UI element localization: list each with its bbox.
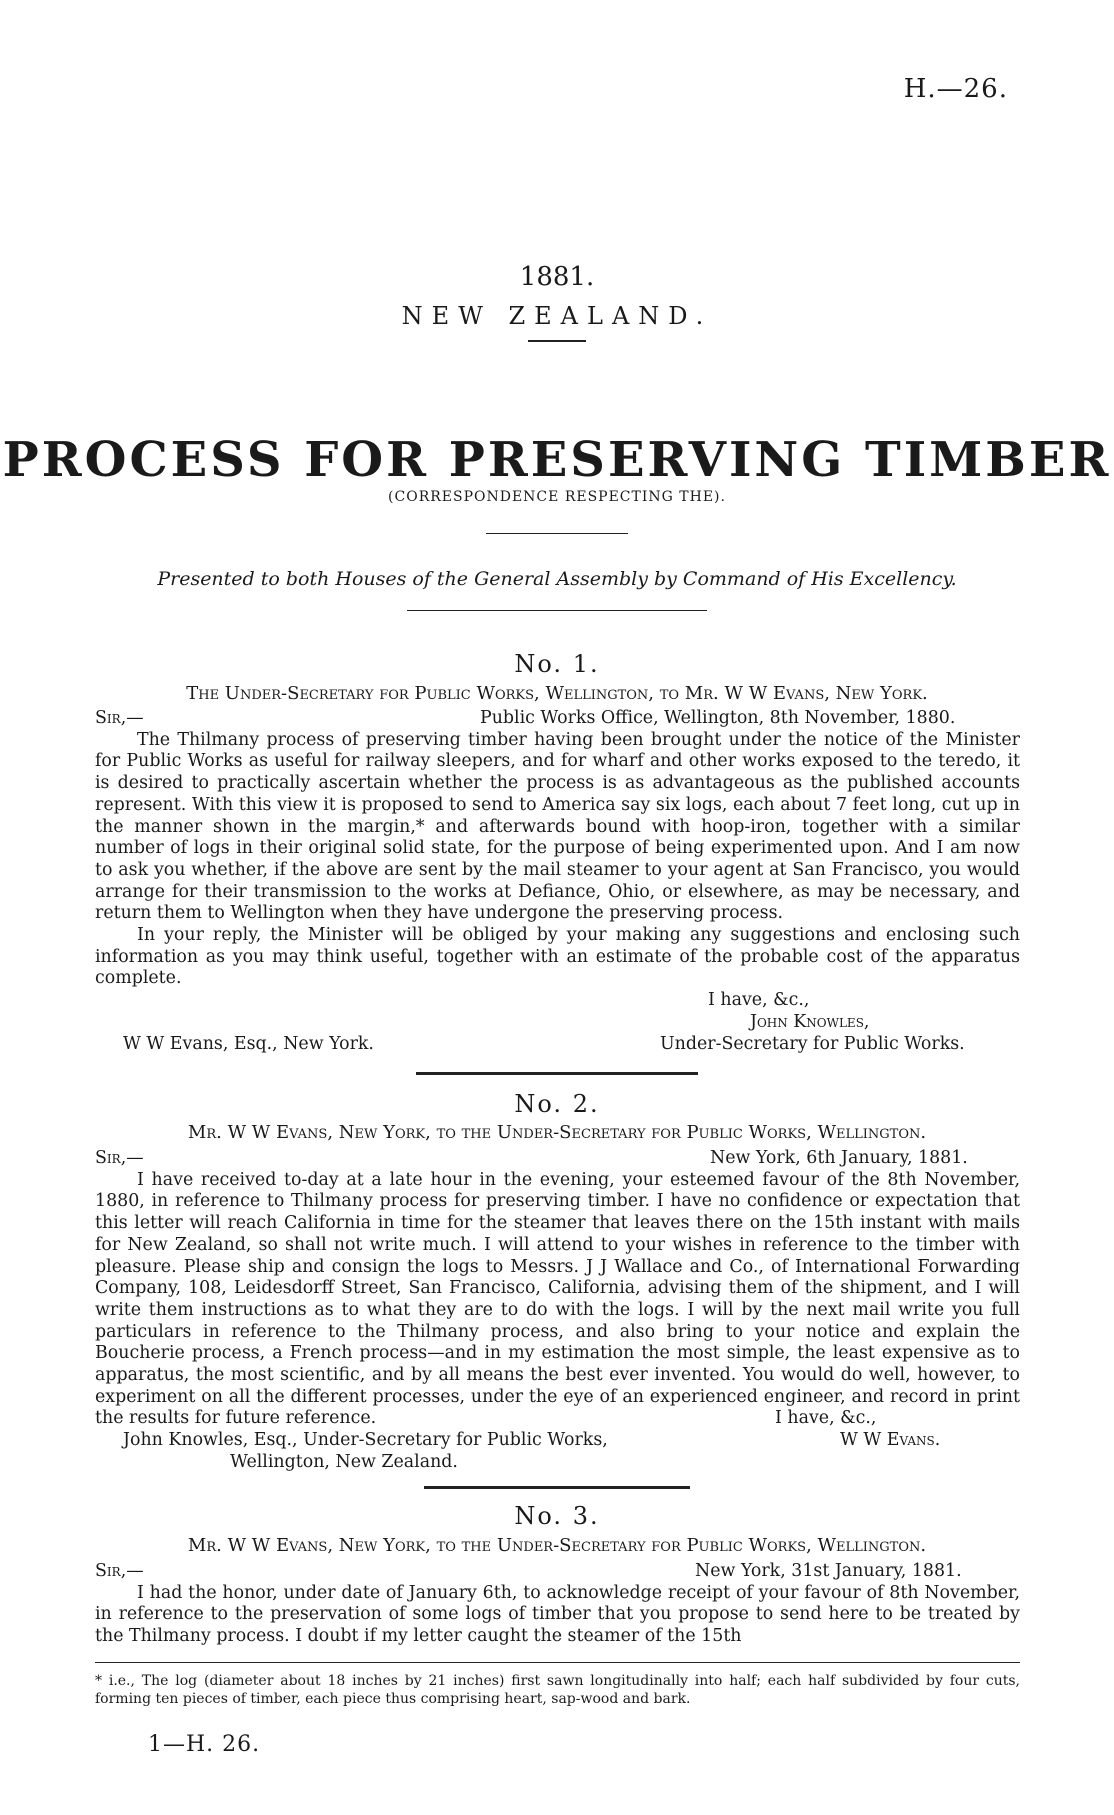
letter-body — [95, 1561, 1020, 1648]
salutation: Sir,— — [95, 708, 144, 728]
page-title: PROCESS FOR PRESERVING TIMBER — [2, 432, 1112, 488]
letter-number: No. 2. — [514, 1090, 600, 1118]
presentation-line: Presented to both Houses of the General Assembly by Command of His Excellency. — [157, 568, 957, 590]
year: 1881. — [519, 262, 595, 292]
divider — [486, 533, 628, 534]
letter-routing: Mr. W W Evans, New York, to the Under-Secretary for Public Works, Wellington. — [187, 1535, 927, 1556]
country: NEW ZEALAND. — [401, 302, 713, 330]
page-subtitle: (CORRESPONDENCE RESPECTING THE). — [388, 489, 726, 505]
addressee-line: Wellington, New Zealand. — [230, 1451, 458, 1472]
signature-title: Under-Secretary for Public Works. — [660, 1033, 965, 1054]
document-reference: H.—26. — [903, 74, 1008, 104]
closing: I have, &c., — [708, 990, 810, 1011]
signature: W W Evans. — [840, 1430, 941, 1451]
dateline: New York, 31st January, 1881. — [695, 1561, 962, 1581]
dateline: Public Works Office, Wellington, 8th November, 1880. — [480, 708, 956, 728]
paragraph: I had the honor, under date of January 6th, to acknowledge receipt of your favour of 8th November, in reference to the preservation of some logs of timber that you propose to send here to be treated by the Thilmany process. I doubt if my letter caught the steamer of the 15th — [95, 1582, 1020, 1647]
letter-number: No. 3. — [514, 1502, 600, 1530]
paragraph: In your reply, the Minister will be obliged by your making any suggestions and enclosing such information as you may think useful, together with an estimate of the probable cost of the apparatus complete. — [95, 925, 1020, 989]
divider — [528, 340, 586, 342]
divider — [416, 1072, 698, 1075]
paragraph: The Thilmany process of preserving timber having been brought under the notice of the Minister for Public Works as useful for railway sleepers, and for wharf and other works exposed to the teredo, it is desired to practically ascertain whether the process is as advantageous as the published accounts represent. With this view it is proposed to send to America say six logs, each about 7 feet long, cut up in the manner shown in the margin,* and afterwards bound with hoop-iron, together with a similar number of logs in their original solid state, for the purpose of being experimented upon. And I am now to ask you whether, if the above are sent by the mail steamer to your agent at San Francisco, you would arrange for their transmission to the works at Defiance, Ohio, or elsewhere, as may be necessary, and return them to Wellington when they have undergone the preserving process. — [95, 729, 1020, 924]
page-mark: 1—H. 26. — [148, 1732, 261, 1757]
divider — [407, 610, 707, 611]
paragraph: I have received to-day at a late hour in the evening, your esteemed favour of the 8th November, 1880, in reference to Thilmany process for preserving timber. I have no confidence or expectation that this letter will reach California in time for the steamer that leaves there on the 15th instant with mails for New Zealand, so shall not write much. I will attend to your wishes in reference to the timber with pleasure. Please ship and consign the logs to Messrs. J J Wallace and Co., of International Forwarding Company, 108, Leidesdorff Street, San Francisco, California, advising them of the shipment, and I will write them instructions as to what they are to do with the logs. I will by the next mail write you full particulars in reference to the Thilmany process, and also bring to your notice and explain the Boucherie process, a French process—and in my estimation the most simple, the least expensive as to apparatus, the most scientific, and by all means the best ever invented. You would do well, however, to experiment on all the different processes, under the eye of an experienced engineer, and record in print the results for future reference. — [95, 1169, 1020, 1429]
letter-body — [95, 708, 1020, 1055]
divider — [424, 1486, 690, 1489]
letter-routing: The Under-Secretary for Public Works, Wellington, to Mr. W W Evans, New York. — [186, 683, 928, 704]
footnote: * i.e., The log (diameter about 18 inches by 21 inches) first sawn longitudinally into half; each half subdivided by four cuts, forming ten pieces of timber, each piece thus comprising heart, sap-wood and bark. — [95, 1673, 1020, 1707]
letter-body — [95, 1148, 1020, 1474]
letter-number: No. 1. — [514, 650, 600, 678]
salutation: Sir,— — [95, 1148, 144, 1168]
addressee: W W Evans, Esq., New York. — [123, 1033, 374, 1054]
addressee-line: John Knowles, Esq., Under-Secretary for Public Works, — [123, 1430, 608, 1451]
letter-routing: Mr. W W Evans, New York, to the Under-Secretary for Public Works, Wellington. — [187, 1122, 927, 1143]
salutation: Sir,— — [95, 1561, 144, 1581]
footnote-rule — [95, 1662, 1020, 1663]
signature: John Knowles, — [750, 1011, 870, 1032]
closing: I have, &c., — [775, 1408, 877, 1429]
dateline: New York, 6th January, 1881. — [710, 1148, 968, 1168]
